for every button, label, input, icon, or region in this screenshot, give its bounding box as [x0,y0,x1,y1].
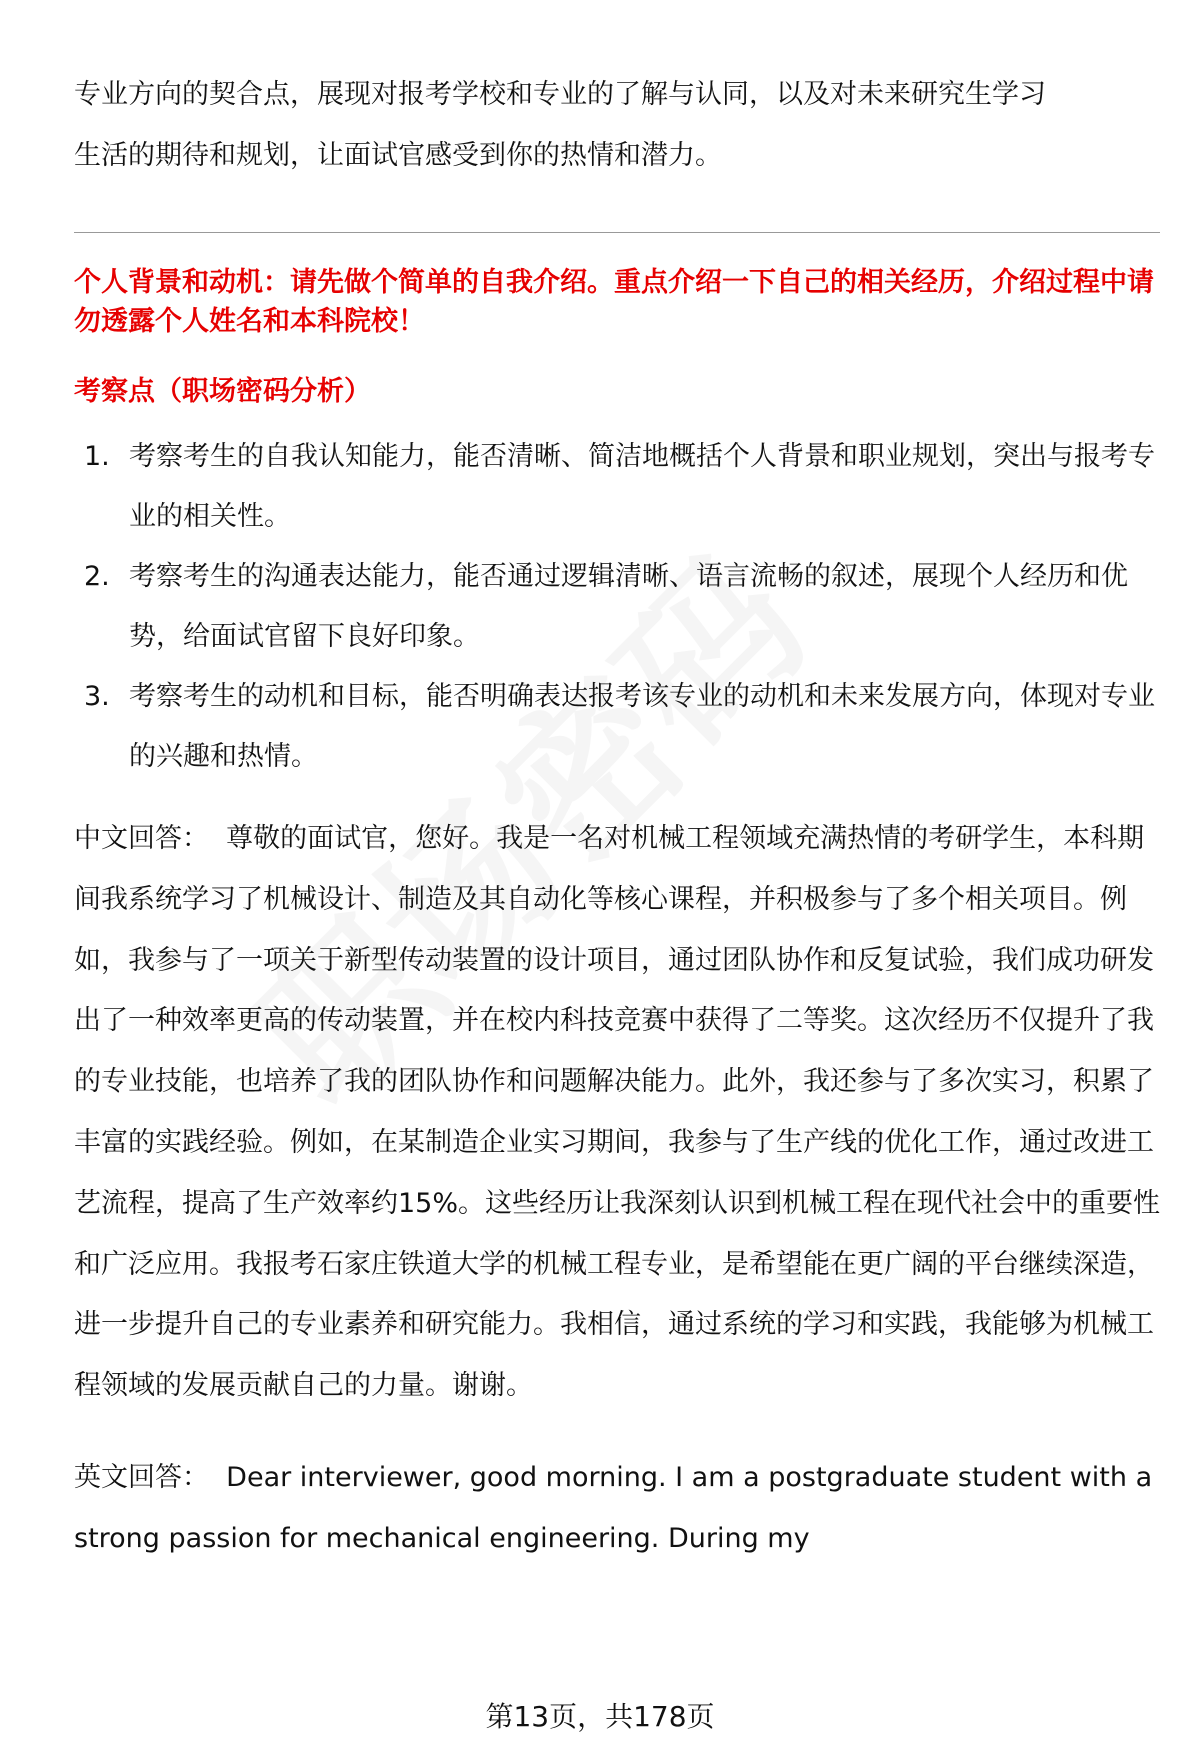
chinese-answer-text: 尊敬的面试官，您好。我是一名对机械工程领域充满热情的考研学生，本科期间我系统学习了机械设计、制造及其自动化等核心课程，并积极参与了多个相关项目。例如，我参与了一项关于新型传动装置的设计项目，通过团队协作和反复试验，我们成功研发出了一种效率更高的传动装置，并在校内科技竞赛中获得了二等奖。这次经历不仅提升了我的专业技能，也培养了我的团队协作和问题解决能力。此外，我还参与了多次实习，积累了丰富的实践经验。例如，在某制造企业实习期间，我参与了生产线的优化工作，通过改进工艺流程，提高了生产效率约15%。这些经历让我深刻认识到机械工程在现代社会中的重要性和广泛应用。我报考石家庄铁道大学的机械工程专业，是希望能在更广阔的平台继续深造，进一步提升自己的专业素养和研究能力。我相信，通过系统的学习和实践，我能够为机械工程领域的发展贡献自己的力量。谢谢。 [74,823,1161,1402]
page-number: 第13页，共178页 [485,1700,715,1733]
english-answer-label: 英文回答： [74,1461,209,1493]
divider [74,232,1160,233]
list-number: 3. [84,681,110,712]
list-text: 考察考生的自我认知能力，能否清晰、简洁地概括个人背景和职业规划，突出与报考专业的相关性。 [129,441,1155,532]
list-item [74,427,1160,547]
points-list [74,427,1160,787]
list-number: 2. [84,561,110,592]
list-item [74,667,1160,787]
list-text: 考察考生的沟通表达能力，能否通过逻辑清晰、语言流畅的叙述，展现个人经历和优势，给面试官留下良好印象。 [129,561,1128,652]
list-text: 考察考生的动机和目标，能否明确表达报考该专业的动机和未来发展方向，体现对专业的兴趣和热情。 [129,681,1155,772]
intro-line: 生活的期待和规划，让面试官感受到你的热情和潜力。 [74,140,722,171]
question-heading: 个人背景和动机：请先做个简单的自我介绍。重点介绍一下自己的相关经历，介绍过程中请勿透露个人姓名和本科院校！ [74,267,1154,337]
chinese-answer-label: 中文回答： [74,823,209,854]
kaochadian-heading: 考察点（职场密码分析） [74,376,371,407]
english-answer [74,1447,1160,1569]
list-item [74,547,1160,667]
list-number: 1. [84,441,110,472]
intro-line: 专业方向的契合点，展现对报考学校和专业的了解与认同，以及对未来研究生学习 [74,79,1046,110]
chinese-answer [74,809,1160,1417]
english-answer-text: Dear interviewer, good morning. I am a postgraduate student with a strong passion for mechanical engineering. During my [74,1461,1153,1554]
document-body [74,64,1160,1569]
